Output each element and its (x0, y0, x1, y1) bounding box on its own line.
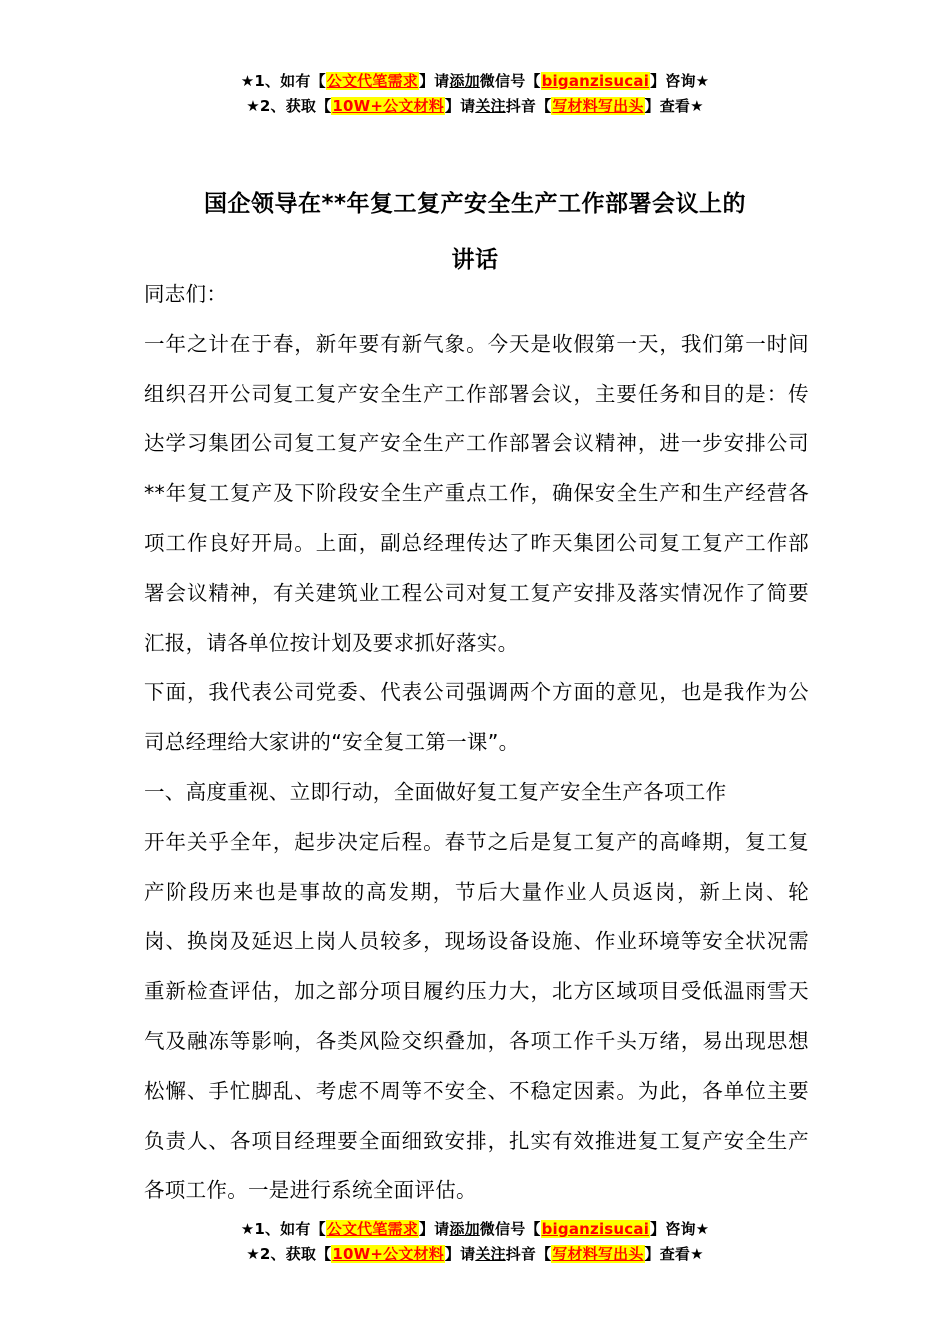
promo-banner-bottom (0, 1217, 950, 1267)
promo-underline: 添加 (449, 72, 480, 90)
paragraph: 一年之计在于春，新年要有新气象。今天是收假第一天，我们第一时间组织召开公司复工复产安全生产工作部署会议，主要任务和目的是：传达学习集团公司复工复产安全生产工作部署会议精神，进一步安排公司**年复工复产及下阶段安全生产重点工作，确保安全生产和生产经营各项工作良好开局。上面，副总经理传达了昨天集团公司复工复产工作部署会议精神，有关建筑业工程公司对复工复产安排及落实情况作了简要汇报，请各单位按计划及要求抓好落实。 (144, 331, 809, 655)
promo-text: 】咨询★ (650, 72, 710, 90)
promo-highlight: 写材料写出头 (552, 1245, 644, 1263)
promo-highlight: biganzisucai (541, 1220, 650, 1238)
paragraph: 下面，我代表公司党委、代表公司强调两个方面的意见，也是我作为公司总经理给大家讲的“安全复工第一课”。 (144, 680, 809, 755)
promo-text: 】请 (444, 97, 476, 115)
promo-text: ★2、获取【 (246, 1245, 332, 1263)
promo-text: 】查看★ (644, 1245, 704, 1263)
promo-underline: 添加 (449, 1220, 480, 1238)
promo-text: 抖音【 (505, 97, 552, 115)
promo-highlight: biganzisucai (541, 72, 650, 90)
section-heading: 一、高度重视、立即行动，全面做好复工复产安全生产各项工作 (144, 779, 727, 804)
promo-text: 】请 (418, 72, 450, 90)
paragraph: 开年关乎全年，起步决定后程。春节之后是复工复产的高峰期，复工复产阶段历来也是事故的高发期，节后大量作业人员返岗，新上岗、轮岗、换岗及延迟上岗人员较多，现场设备设施、作业环境等安全状况需重新检查评估，加之部分项目履约压力大，北方区域项目受低温雨雪天气及融冻等影响，各类风险交织叠加，各项工作千头万绪，易出现思想松懈、手忙脚乱、考虑不周等不安全、不稳定因素。为此，各单位主要负责人、各项目经理要全面细致安排，扎实有效推进复工复产安全生产各项工作。一是进行系统全面评估。 (144, 829, 809, 1203)
promo-text: ★2、获取【 (246, 97, 332, 115)
promo-text: 】请 (418, 1220, 450, 1238)
promo-underline: 关注 (475, 1245, 506, 1263)
promo-text: 】请 (444, 1245, 476, 1263)
promo-line-1 (0, 1217, 950, 1242)
promo-underline: 关注 (475, 97, 506, 115)
promo-highlight: 10W+公文材料 (332, 1245, 444, 1263)
promo-line-2 (0, 94, 950, 119)
promo-text: 抖音【 (505, 1245, 552, 1263)
promo-highlight: 公文代笔需求 (326, 72, 418, 90)
title-line-2: 讲话 (451, 247, 499, 273)
promo-highlight: 写材料写出头 (552, 97, 644, 115)
promo-text: 微信号【 (479, 72, 541, 90)
promo-text: 】咨询★ (650, 1220, 710, 1238)
promo-line-1 (0, 69, 950, 94)
promo-highlight: 公文代笔需求 (326, 1220, 418, 1238)
salutation: 同志们： (144, 282, 228, 306)
promo-text: 】查看★ (644, 97, 704, 115)
promo-text: ★1、如有【 (240, 72, 326, 90)
title-line-1: 国企领导在**年复工复产安全生产工作部署会议上的 (203, 191, 747, 217)
promo-highlight: 10W+公文材料 (332, 97, 444, 115)
promo-text: ★1、如有【 (240, 1220, 326, 1238)
document-body (144, 270, 809, 1216)
promo-line-2 (0, 1242, 950, 1267)
promo-text: 微信号【 (479, 1220, 541, 1238)
promo-banner-top (0, 69, 950, 119)
